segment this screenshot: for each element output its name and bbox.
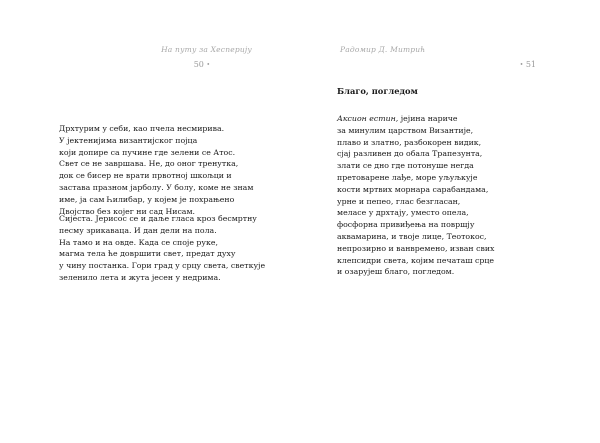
poem-line: песму зрикаваца. И дан дели на пола.: [59, 225, 217, 235]
page-number-right: [520, 60, 536, 69]
poem-line: претоварене лађе, море уљуљкује: [337, 172, 478, 182]
poem-line: фосфорна привиђења на површју: [337, 220, 475, 230]
poem-line: клепсидри света, којим печаташ срце: [337, 255, 494, 265]
running-head-right: Радомир Д. Митрић: [340, 45, 426, 54]
page-number-right-value: 51: [525, 60, 536, 69]
right-page: [300, 0, 600, 443]
poem-line: у чину постанка. Гори град у срцу света, светкује: [59, 261, 266, 271]
poem-line: Свет се не завршава. Не, до оног тренутка,: [59, 159, 239, 169]
folio-dot: •: [519, 61, 524, 69]
poem-line: злати се дно где потонуше негда: [337, 161, 474, 171]
poem-line: док се бисер не врати првотној шкољци и: [59, 171, 232, 181]
stanza-2: [59, 213, 265, 284]
poem-first-line: [337, 113, 494, 125]
poem-line: На тамо и на овде. Када се спојe руке,: [59, 237, 218, 247]
running-head-left: На путу за Хесперију: [161, 45, 252, 54]
poem-line: Дрхтурим у себи, као пчела несмирива.: [59, 124, 225, 133]
poem-line: Сијеста. Јерисос се и даље гласа кроз бесмртну: [59, 214, 257, 223]
poem-line: аквамарина, и твоје лице, Теотокос,: [337, 231, 487, 241]
stanza-right: [337, 113, 494, 278]
poem-line: магма тела ће довршити свет, предат духу: [59, 249, 236, 259]
poem-line: сјај разливен до обала Трапезунта,: [337, 149, 483, 159]
poem-first-line-italic: Аксион естин,: [337, 114, 399, 123]
folio-dot: •: [206, 61, 210, 69]
poem-line: који допире са пучине где зелени се Атос.: [59, 147, 236, 157]
poem-line: урне и пепео, глас безгласан,: [337, 196, 461, 206]
poem-title: Благо, погледом: [337, 86, 418, 96]
poem-line: Двојство без којег ни сад Нисам.: [59, 206, 196, 216]
stanza-1: [59, 123, 253, 217]
poem-line: кости мртвих морнара сарабандама,: [337, 184, 489, 194]
poem-line: име, ја сам Һилибар, у којем је похрањено: [59, 194, 235, 204]
poem-first-line-rest: јејина нариче: [398, 114, 458, 123]
poem-line: У јектенијима византијског појца: [59, 135, 198, 145]
poem-line: плаво и златно, разбокорен видик,: [337, 137, 482, 147]
poem-line: непрозирно и ванвремено, изван свих: [337, 243, 495, 253]
poem-line: за минулим царством Византије,: [337, 125, 474, 135]
page-number-left: [194, 60, 210, 69]
poem-line: и озарујеш благо, погледом.: [337, 267, 455, 277]
poem-line: меласе у дрхтају, уместо опела,: [337, 208, 469, 218]
poem-line: зеленило лета и жута јесен у недрима.: [59, 272, 221, 282]
poem-line: застава празном јарболу. У болу, коме не знам: [59, 182, 254, 192]
page-number-left-value: 50: [193, 60, 204, 69]
